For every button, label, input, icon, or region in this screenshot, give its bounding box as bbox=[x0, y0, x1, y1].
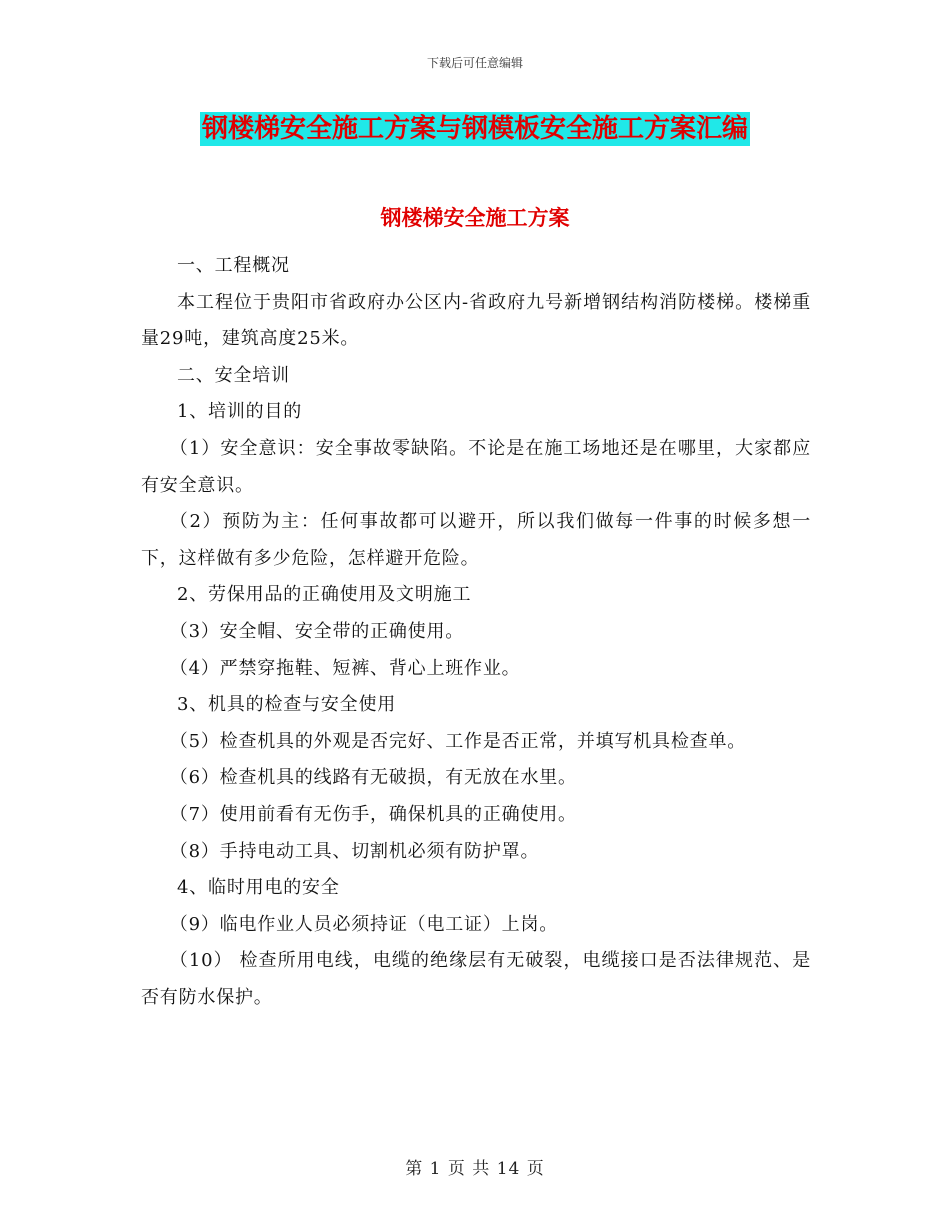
subheading-machinery-inspection: 3、机具的检查与安全使用 bbox=[177, 694, 397, 716]
heading-safety-training: 二、安全培训 bbox=[177, 364, 290, 386]
list-item-certified-electrician: （9）临电作业人员必须持证（电工证）上岗。 bbox=[169, 913, 559, 935]
list-item-machinery-wiring: （6）检查机具的线路有无破损，有无放在水里。 bbox=[169, 767, 577, 789]
document-body bbox=[141, 248, 811, 1016]
list-item-dress-code: （4）严禁穿拖鞋、短裤、背心上班作业。 bbox=[169, 657, 521, 679]
list-item-pre-use-check: （7）使用前看有无伤手，确保机具的正确使用。 bbox=[169, 803, 577, 825]
subheading-training-purpose: 1、培训的目的 bbox=[177, 401, 303, 423]
section-title: 钢楼梯安全施工方案 bbox=[380, 205, 570, 230]
subheading-temporary-electricity: 4、临时用电的安全 bbox=[177, 877, 340, 899]
list-item-safety-awareness: （1）安全意识：安全事故零缺陷。不论是在施工场地还是在哪里，大家都应有安全意识。 bbox=[141, 437, 811, 496]
header-note: 下载后可任意编辑 bbox=[426, 56, 523, 70]
list-item-cable-inspection: （10） 检查所用电线，电缆的绝缘层有无破裂，电缆接口是否法律规范、是否有防水保护。 bbox=[141, 950, 811, 1008]
paragraph-project-description: 本工程位于贵阳市省政府办公区内-省政府九号新增钢结构消防楼梯。楼梯重量29吨，建筑高度25米。 bbox=[141, 291, 811, 350]
page-footer: 第 1 页 共 14 页 bbox=[405, 1159, 545, 1179]
list-item-prevention-first: （2）预防为主：任何事故都可以避开，所以我们做每一件事的时候多想一下，这样做有多少危险，怎样避开危险。 bbox=[141, 511, 811, 569]
main-title: 钢楼梯安全施工方案与钢模板安全施工方案汇编 bbox=[201, 114, 748, 144]
list-item-helmet-belt: （3）安全帽、安全带的正确使用。 bbox=[169, 620, 465, 642]
list-item-machinery-appearance: （5）检查机具的外观是否完好、工作是否正常，并填写机具检查单。 bbox=[169, 730, 747, 752]
subheading-protective-equipment: 2、劳保用品的正确使用及文明施工 bbox=[177, 584, 472, 606]
main-title-container bbox=[0, 112, 950, 146]
list-item-protective-cover: （8）手持电动工具、切割机必须有防护罩。 bbox=[169, 840, 540, 862]
heading-project-overview: 一、工程概况 bbox=[177, 255, 290, 276]
